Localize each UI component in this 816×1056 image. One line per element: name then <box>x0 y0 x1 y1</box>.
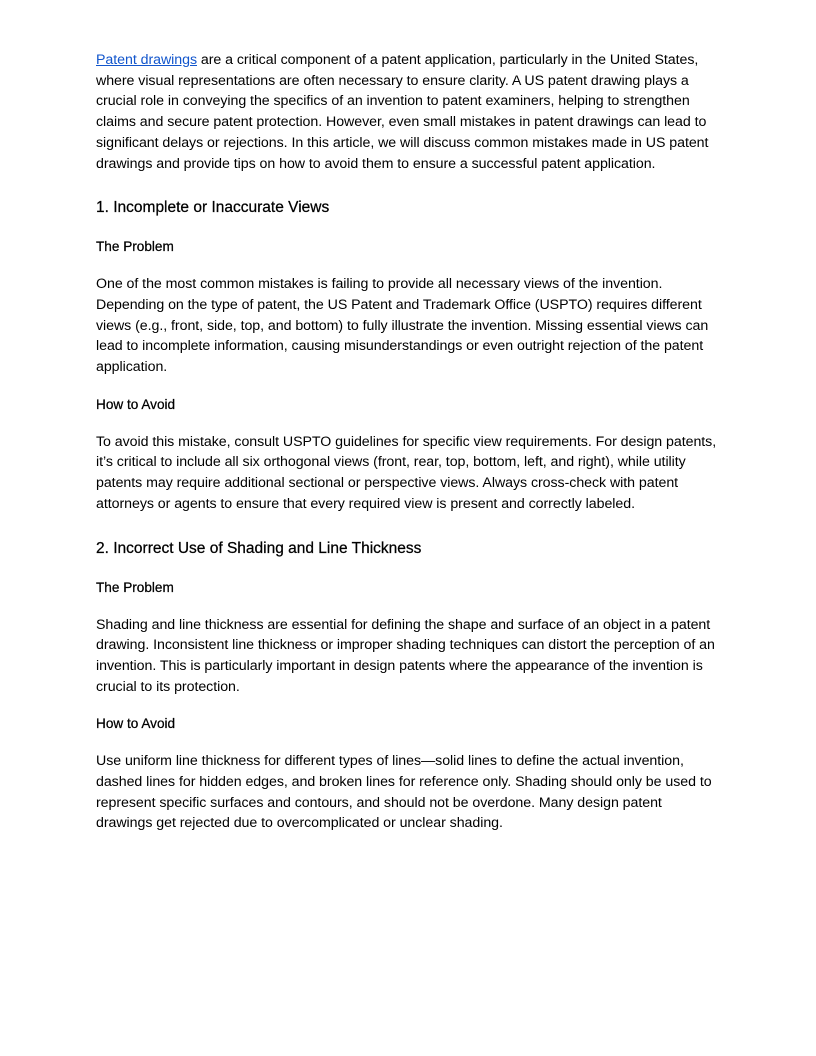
section-1-heading: 1. Incomplete or Inaccurate Views <box>96 199 330 217</box>
intro-paragraph <box>96 50 720 174</box>
section-2-heading: 2. Incorrect Use of Shading and Line Thickness <box>96 539 422 557</box>
section-1-avoid-heading: How to Avoid <box>96 396 176 412</box>
section-2-problem-text: Shading and line thickness are essential for defining the shape and surface of an object in a patent drawing. Inconsistent line thickness or improper shading techniques can distort the perception of an invention. This is particularly important in design patents where the appearance of the invention is crucial to its protection. <box>96 616 715 695</box>
section-1-avoid-text: To avoid this mistake, consult USPTO guidelines for specific view requirements. For design patents, it’s critical to include all six orthogonal views (front, rear, top, bottom, left, and right), while utility patents may require additional sectional or perspective views. Always cross-check with patent attorneys or agents to ensure that every required view is present and correctly labeled. <box>96 433 717 512</box>
patent-drawings-link[interactable]: Patent drawings <box>96 52 197 68</box>
section-2-avoid-text: Use uniform line thickness for different types of lines—solid lines to define the actual invention, dashed lines for hidden edges, and broken lines for reference only. Shading should only be used to represent specific surfaces and contours, and should not be overdone. Many design patent drawings get rejected due to overcomplicated or unclear shading. <box>96 753 712 832</box>
section-1-problem-heading: The Problem <box>96 239 174 255</box>
section-1 <box>96 198 720 514</box>
section-2-problem-heading: The Problem <box>96 579 174 595</box>
document-page <box>96 50 720 834</box>
section-2-avoid-heading: How to Avoid <box>96 716 176 732</box>
intro-text: are a critical component of a patent application, particularly in the United States, where visual representations are often necessary to ensure clarity. A US patent drawing plays a crucial role in conveying the specifics of an invention to patent examiners, helping to strengthen claims and secure patent protection. However, even small mistakes in patent drawings can lead to significant delays or rejections. In this article, we will discuss common mistakes made in US patent drawings and provide tips on how to avoid them to ensure a successful patent application. <box>96 52 709 172</box>
section-2 <box>96 539 720 835</box>
section-1-problem-text: One of the most common mistakes is failing to provide all necessary views of the invention. Depending on the type of patent, the US Patent and Trademark Office (USPTO) requires different views (e.g., front, side, top, and bottom) to fully illustrate the invention. Missing essential views can lead to incomplete information, causing misunderstandings or even outright rejection of the patent application. <box>96 276 709 376</box>
